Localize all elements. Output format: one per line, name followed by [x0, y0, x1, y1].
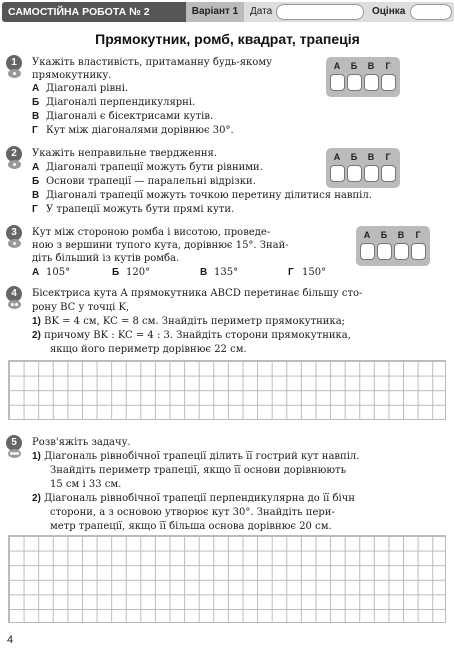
task-5-part-1-cont: Знайдіть периметр трапеції, якщо її основи дорівнюють	[50, 465, 347, 476]
option-a: А Діагоналі рівні.	[32, 83, 129, 94]
task-5-question: Розв'яжіть задачу.	[32, 437, 131, 448]
option-b: Б Основи трапеції — паралельні відрізки.	[32, 176, 256, 187]
task-number-badge: 5	[4, 435, 26, 457]
option-b: Б 120°	[112, 267, 151, 278]
answer-cell-a[interactable]	[330, 165, 345, 182]
work-title: САМОСТІЙНА РОБОТА № 2	[2, 2, 186, 22]
option-a: А Діагоналі трапеції можуть бути рівними.	[32, 162, 263, 173]
worksheet-header	[0, 2, 455, 22]
task-4-part-2: 2) причому BK : KC = 4 : 3. Знайдіть сторони прямокутника,	[32, 330, 351, 341]
task-number-badge: 3	[4, 225, 26, 247]
task-4-part-2-cont: якщо його периметр дорівнює 22 см.	[50, 344, 247, 355]
task-5-part-1: 1) Діагональ рівнобічної трапеції ділить її гострий кут навпіл.	[32, 451, 360, 462]
answer-box: А Б В Г	[356, 226, 430, 266]
option-a: А 105°	[32, 267, 71, 278]
page-title: Прямокутник, ромб, квадрат, трапеція	[95, 31, 360, 47]
task-5-part-2: 2) Діагональ рівнобічної трапеції перпендикулярна до її бічн	[32, 493, 356, 504]
answer-cell-b[interactable]	[377, 243, 392, 260]
option-b: Б Діагоналі перпендикулярні.	[32, 97, 196, 108]
grade-label: Оцінка	[372, 6, 406, 17]
answer-cell-d[interactable]	[411, 243, 426, 260]
answer-cell-c[interactable]	[394, 243, 409, 260]
task-4-part-1: 1) BK = 4 см, KC = 8 см. Знайдіть периметр прямокутника;	[32, 316, 346, 327]
answer-cell-d[interactable]	[381, 165, 396, 182]
answer-cell-c[interactable]	[364, 74, 379, 91]
option-c: В Діагоналі трапеції можуть точкою перетину ділитися навпіл.	[32, 190, 372, 201]
option-c: В Діагоналі є бісектрисами кутів.	[32, 111, 214, 122]
difficulty-dots-icon	[8, 69, 21, 78]
answer-box: А Б В Г	[326, 148, 400, 188]
grade-field[interactable]	[410, 4, 452, 20]
task-4-question-line-1: Бісектриса кута A прямокутника ABCD перетинає більшу сто-	[32, 288, 363, 299]
option-d: Г Кут між діагоналями дорівнює 30°.	[32, 125, 234, 136]
task-2-question: Укажіть неправильне твердження.	[32, 148, 218, 159]
answer-cell-a[interactable]	[360, 243, 375, 260]
task-4-question-line-2: рону BC у точці K,	[32, 302, 130, 313]
option-c: В 135°	[200, 267, 239, 278]
task-3-question: Кут між стороною ромба і висотою, проведе- ною з вершини тупого кута, дорівнює 15°. Знай- діть більший із кутів ромба.	[32, 227, 289, 264]
page-number: 4	[7, 634, 14, 646]
answer-grid[interactable]	[8, 360, 446, 420]
task-number-badge: 1	[4, 55, 26, 77]
date-label: Дата	[250, 6, 273, 17]
task-5-part-2-cont: метр трапеції, якщо її більша основа дорівнює 20 см.	[50, 521, 332, 532]
answer-box: А Б В Г	[326, 57, 400, 97]
task-5-part-2-cont: сторони, а з основою утворює кут 30°. Знайдіть пери-	[50, 507, 335, 518]
task-number-badge: 4	[4, 286, 26, 308]
option-d: Г 150°	[288, 267, 327, 278]
difficulty-dots-icon	[8, 449, 21, 458]
task-1-question: Укажіть властивість, притаманну будь-якому прямокутнику.	[32, 57, 272, 81]
answer-cell-d[interactable]	[381, 74, 396, 91]
option-d: Г У трапеції можуть бути прямі кути.	[32, 204, 235, 215]
difficulty-dots-icon	[8, 239, 21, 248]
difficulty-dots-icon	[8, 300, 21, 309]
task-number-badge: 2	[4, 146, 26, 168]
answer-cell-b[interactable]	[347, 165, 362, 182]
answer-cell-a[interactable]	[330, 74, 345, 91]
date-field[interactable]	[276, 4, 364, 20]
answer-grid[interactable]	[8, 535, 446, 623]
task-5-part-1-cont: 15 см і 33 см.	[50, 479, 122, 490]
variant-label: Варіант 1	[186, 2, 244, 22]
difficulty-dots-icon	[8, 160, 21, 169]
answer-cell-b[interactable]	[347, 74, 362, 91]
answer-cell-c[interactable]	[364, 165, 379, 182]
